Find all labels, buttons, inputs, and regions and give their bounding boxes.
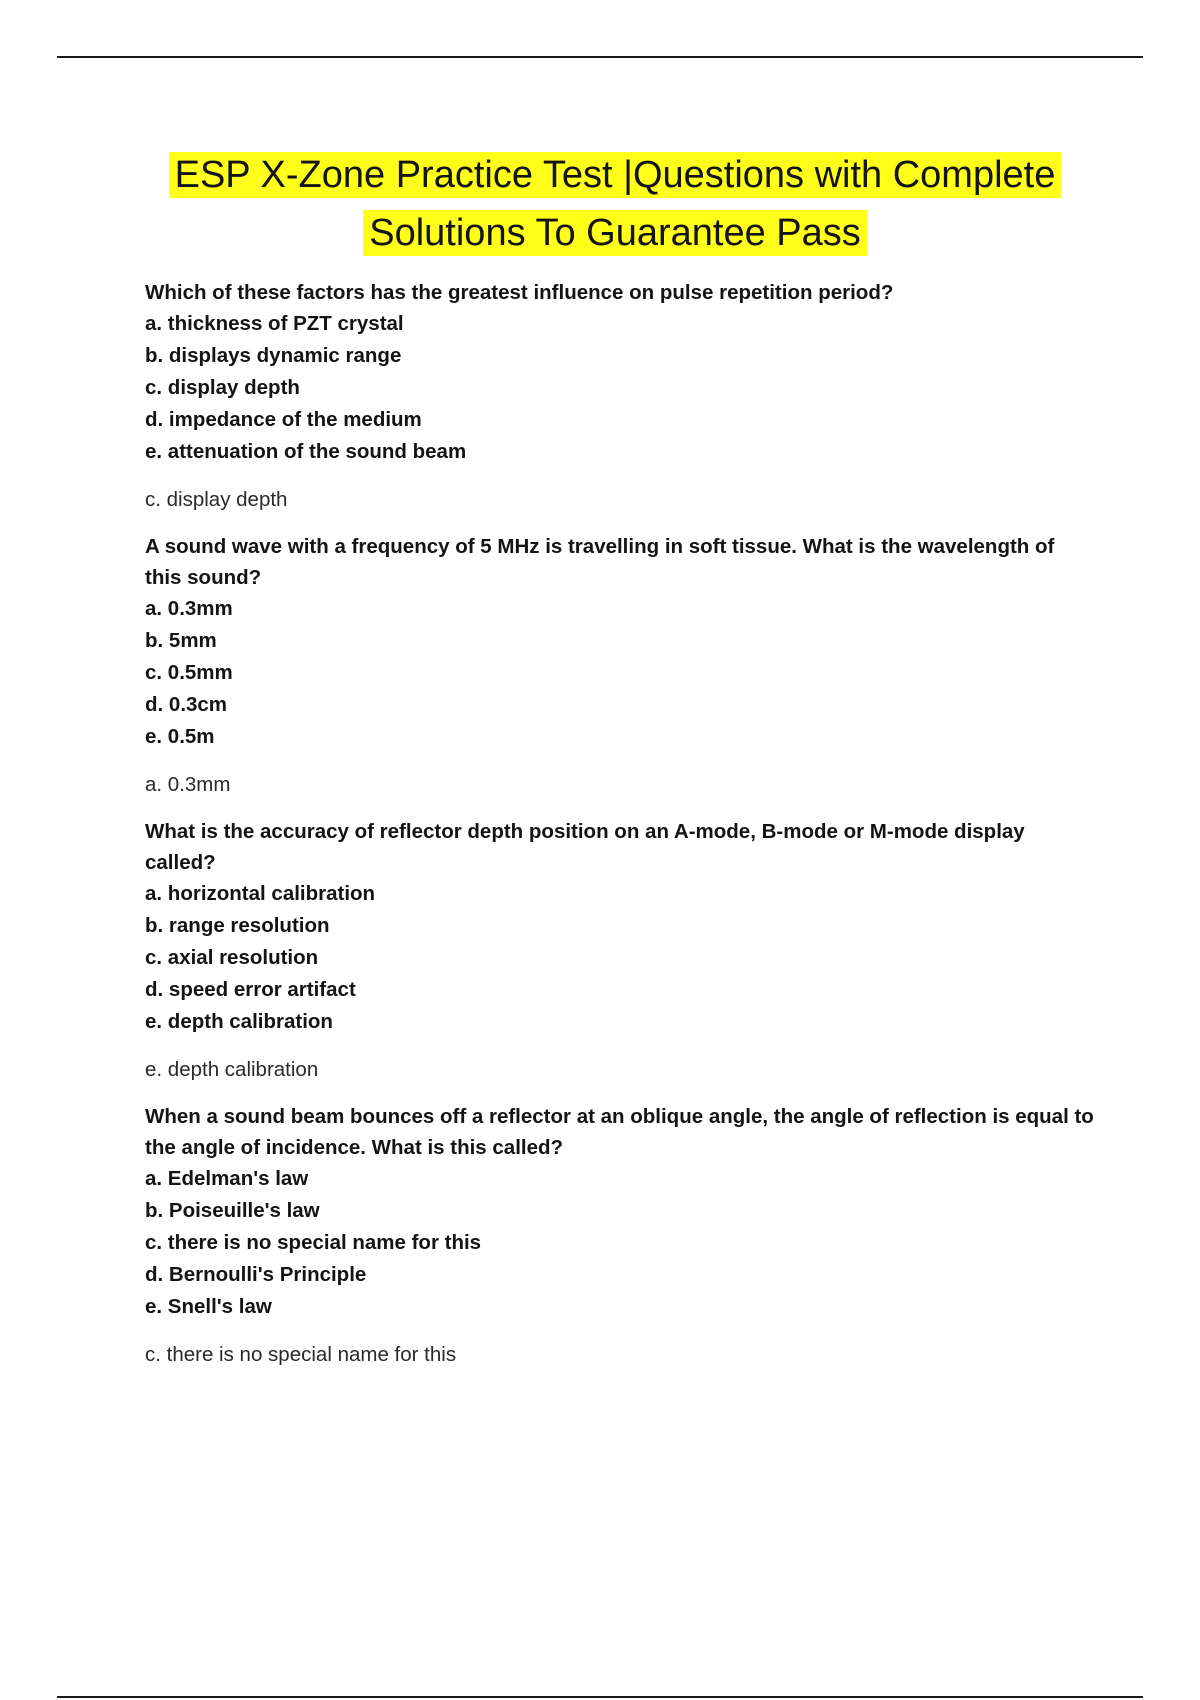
answer-text: a. 0.3mm (145, 773, 231, 796)
bottom-divider (57, 1696, 1143, 1698)
title-line-1: ESP X-Zone Practice Test |Questions with Complete (169, 152, 1062, 198)
option-item: b. displays dynamic range (145, 344, 402, 367)
option-item: b. 5mm (145, 629, 217, 652)
option-item: e. depth calibration (145, 1010, 333, 1033)
document-title (130, 146, 1100, 262)
option-list (145, 308, 1095, 468)
option-item: b. Poiseuille's law (145, 1199, 320, 1222)
option-item: e. attenuation of the sound beam (145, 440, 467, 463)
option-item: c. there is no special name for this (145, 1231, 482, 1254)
question-list (145, 277, 1095, 1386)
option-item: e. 0.5m (145, 725, 215, 748)
answer-text: c. there is no special name for this (145, 1343, 457, 1366)
answer-text: e. depth calibration (145, 1058, 319, 1081)
question-text: When a sound beam bounces off a reflector at an oblique angle, the angle of reflection is equal to the angle of incidence. What is this called? (145, 1105, 1094, 1159)
option-item: c. 0.5mm (145, 661, 233, 684)
answer-text: c. display depth (145, 488, 288, 511)
option-item: d. speed error artifact (145, 978, 356, 1001)
question-text: A sound wave with a frequency of 5 MHz is travelling in soft tissue. What is the wavelength of this sound? (145, 535, 1055, 589)
option-item: a. thickness of PZT crystal (145, 312, 404, 335)
title-line-2: Solutions To Guarantee Pass (363, 210, 867, 256)
question-block-4 (145, 1101, 1095, 1370)
option-item: a. 0.3mm (145, 597, 233, 620)
question-block-1 (145, 277, 1095, 515)
option-item: c. display depth (145, 376, 300, 399)
option-item: a. Edelman's law (145, 1167, 309, 1190)
question-block-2 (145, 531, 1095, 800)
option-item: d. 0.3cm (145, 693, 228, 716)
option-item: a. horizontal calibration (145, 882, 376, 905)
question-block-3 (145, 816, 1095, 1085)
question-text: What is the accuracy of reflector depth position on an A-mode, B-mode or M-mode display called? (145, 820, 1025, 874)
top-divider (57, 56, 1143, 58)
question-text: Which of these factors has the greatest influence on pulse repetition period? (145, 281, 894, 304)
option-list (145, 593, 1095, 753)
option-list (145, 1163, 1095, 1323)
option-item: b. range resolution (145, 914, 330, 937)
option-item: d. impedance of the medium (145, 408, 422, 431)
option-item: d. Bernoulli's Principle (145, 1263, 367, 1286)
option-item: e. Snell's law (145, 1295, 272, 1318)
option-item: c. axial resolution (145, 946, 319, 969)
option-list (145, 878, 1095, 1038)
